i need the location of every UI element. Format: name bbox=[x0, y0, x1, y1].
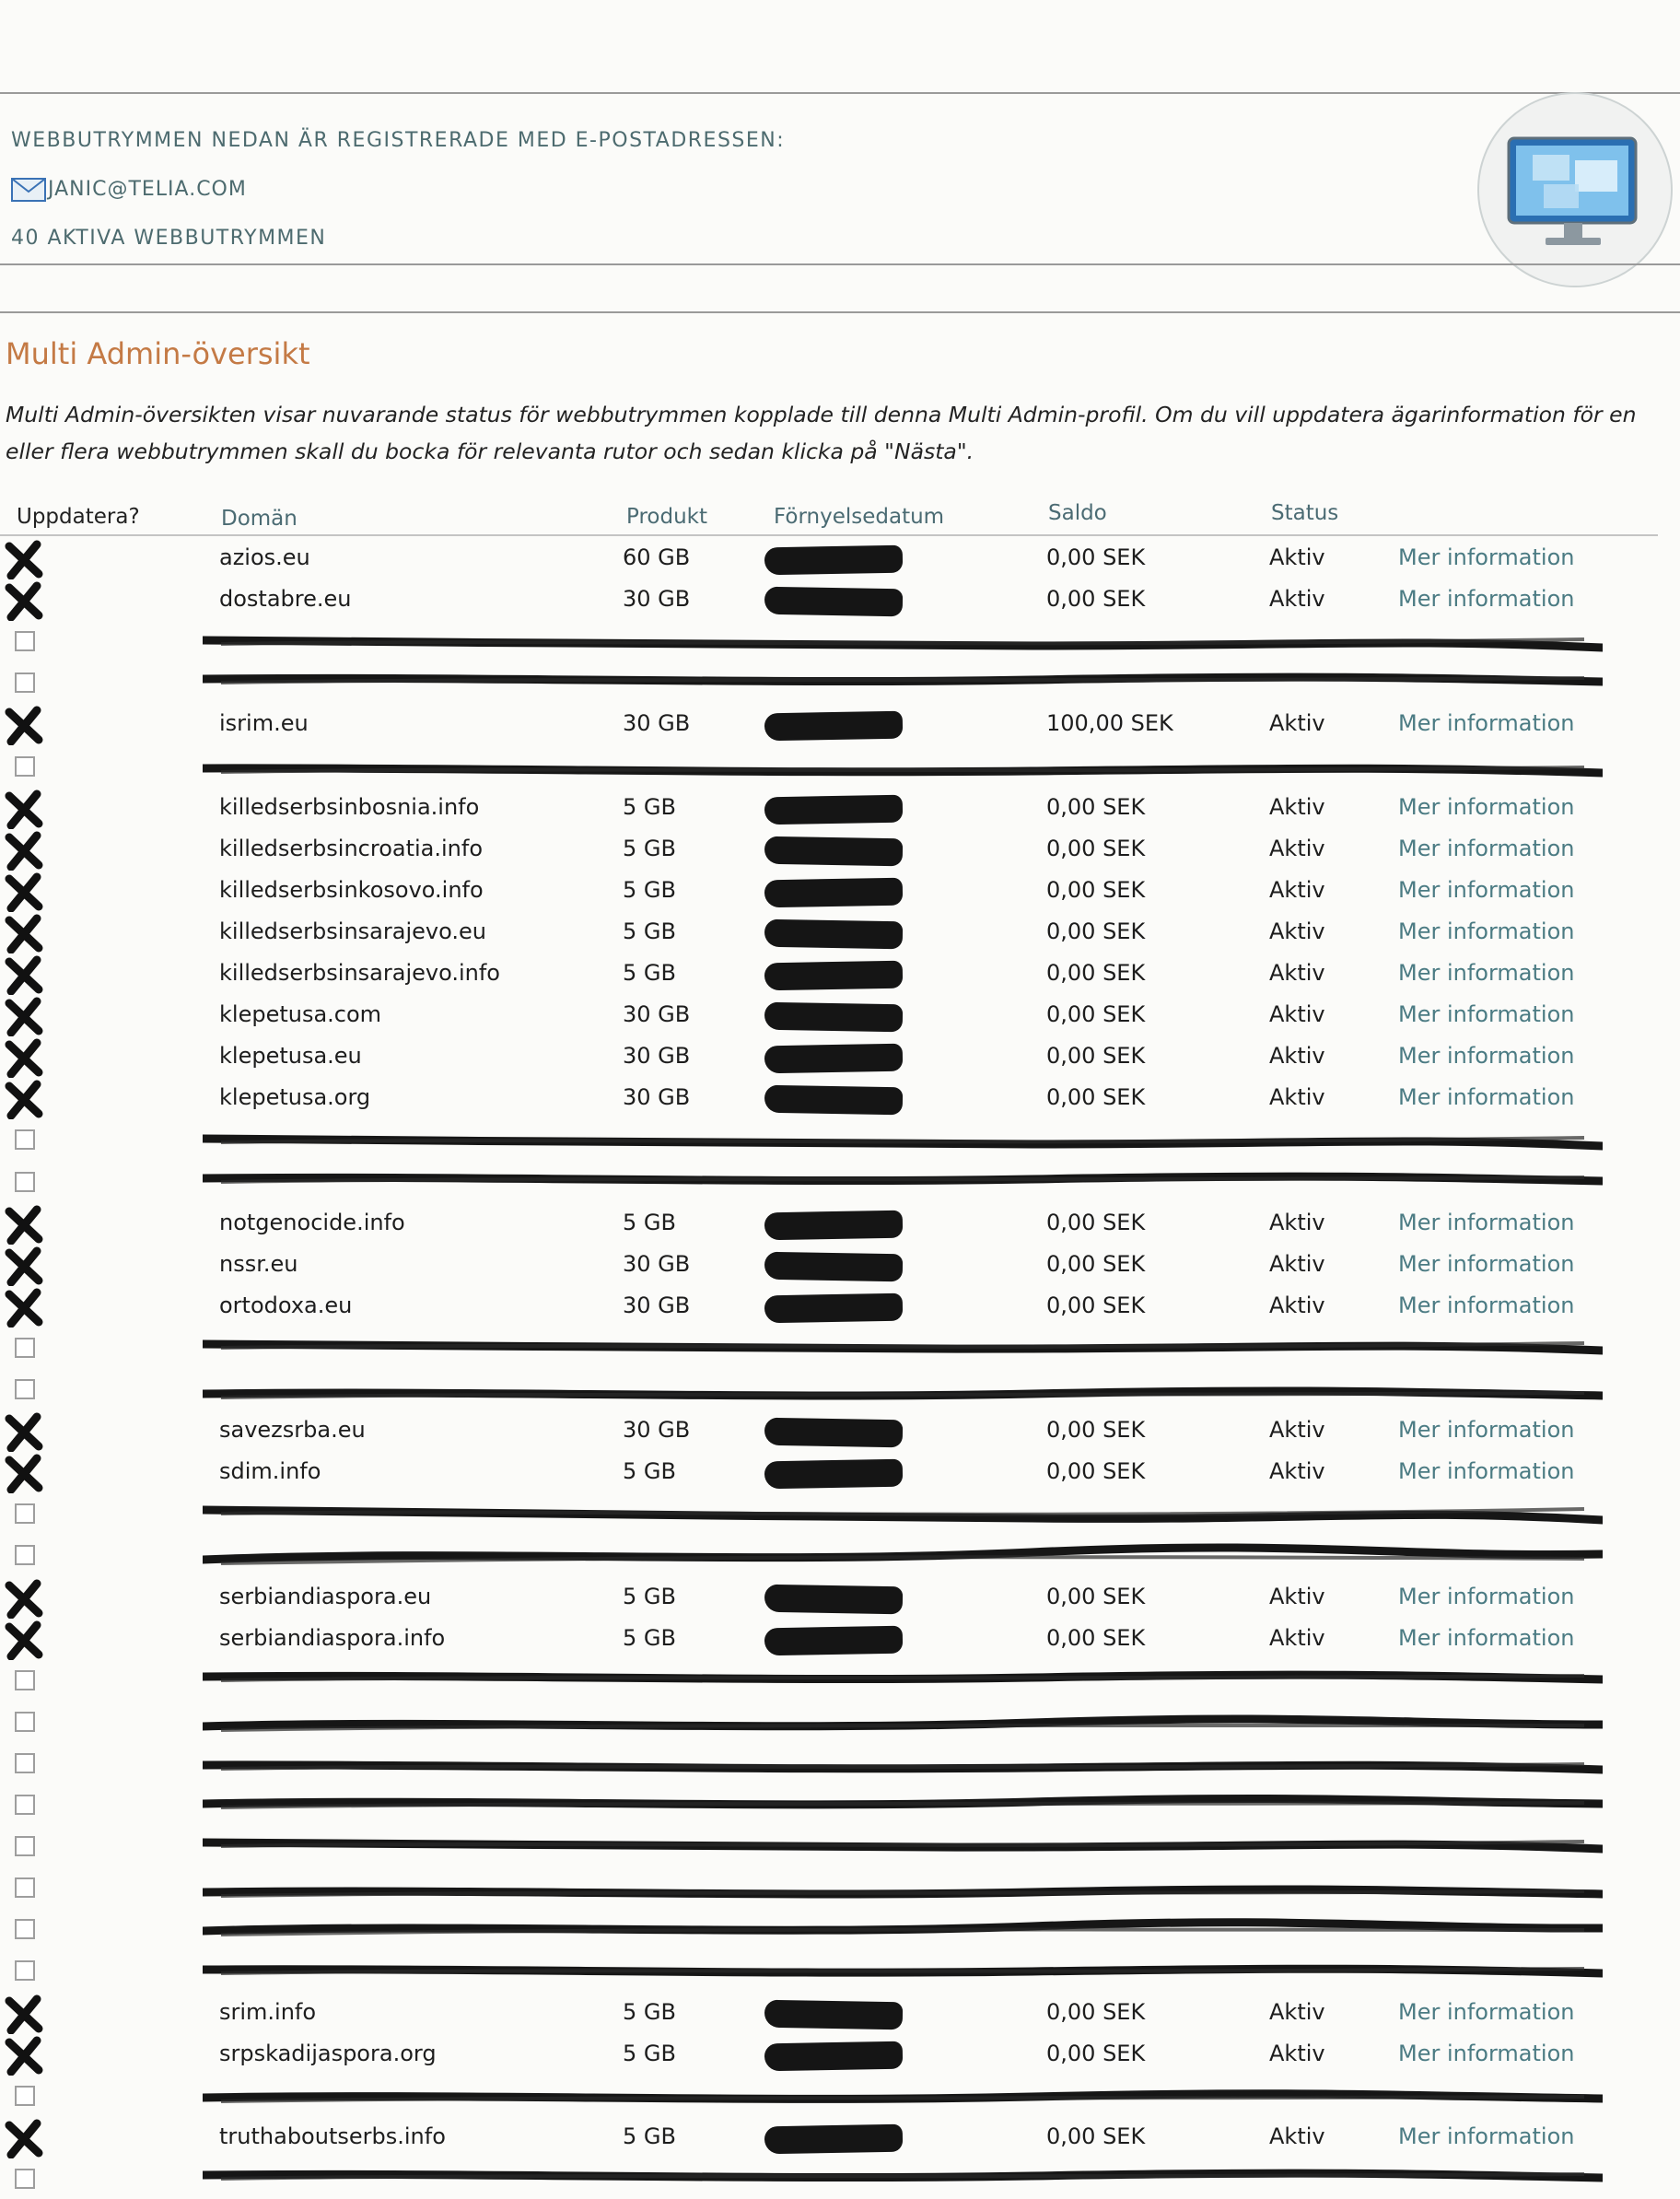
renewal-date-redacted bbox=[764, 1584, 904, 1614]
active-count: 40 AKTIVA WEBBUTRYMMEN bbox=[11, 227, 327, 250]
redaction-scribble bbox=[203, 1166, 1603, 1199]
col-product: Produkt bbox=[626, 505, 708, 529]
domain-name: klepetusa.com bbox=[219, 1001, 382, 1028]
redaction-scribble bbox=[203, 1789, 1603, 1822]
monitor-badge bbox=[1477, 92, 1673, 287]
more-info-link[interactable]: Mer information bbox=[1398, 710, 1575, 737]
update-checkbox[interactable] bbox=[15, 631, 35, 651]
update-checkbox[interactable] bbox=[15, 1712, 35, 1732]
update-checkbox-marked[interactable] bbox=[4, 913, 44, 953]
status-value: Aktiv bbox=[1269, 1458, 1325, 1485]
domain-name: isrim.eu bbox=[219, 710, 309, 737]
redaction-scribble bbox=[203, 1955, 1603, 1988]
update-checkbox[interactable] bbox=[15, 1836, 35, 1856]
table-row bbox=[0, 1492, 1680, 1534]
more-info-link[interactable]: Mer information bbox=[1398, 1998, 1575, 2025]
status-value: Aktiv bbox=[1269, 960, 1325, 986]
more-info-link[interactable]: Mer information bbox=[1398, 1043, 1575, 1070]
status-value: Aktiv bbox=[1269, 835, 1325, 861]
update-checkbox[interactable] bbox=[15, 2169, 35, 2189]
col-domain: Domän bbox=[221, 507, 298, 531]
redaction-scribble bbox=[203, 2163, 1603, 2196]
product-size: 5 GB bbox=[623, 1583, 676, 1609]
table-row bbox=[0, 1825, 1680, 1866]
more-info-link[interactable]: Mer information bbox=[1398, 793, 1575, 820]
page-title: Multi Admin-översikt bbox=[6, 336, 310, 371]
table-row bbox=[0, 1327, 1680, 1368]
balance-value: 0,00 SEK bbox=[1046, 1583, 1146, 1609]
update-checkbox[interactable] bbox=[15, 1338, 35, 1358]
table-row bbox=[0, 620, 1680, 661]
table-row bbox=[0, 661, 1680, 703]
table-row bbox=[0, 2033, 1680, 2075]
top-rule bbox=[0, 92, 1680, 94]
table-row bbox=[0, 1784, 1680, 1825]
table-row bbox=[0, 1659, 1680, 1701]
table-row bbox=[0, 1368, 1680, 1409]
update-checkbox[interactable] bbox=[15, 2086, 35, 2106]
balance-value: 0,00 SEK bbox=[1046, 1624, 1146, 1651]
status-value: Aktiv bbox=[1269, 1292, 1325, 1318]
table-row bbox=[0, 1244, 1680, 1285]
table-row bbox=[0, 2075, 1680, 2116]
redaction-scribble bbox=[203, 1665, 1603, 1698]
product-size: 30 GB bbox=[623, 1001, 691, 1028]
status-value: Aktiv bbox=[1269, 1583, 1325, 1609]
table-row bbox=[0, 1701, 1680, 1742]
more-info-link[interactable]: Mer information bbox=[1398, 2040, 1575, 2066]
domain-name: savezsrba.eu bbox=[219, 1417, 366, 1444]
update-checkbox-marked[interactable] bbox=[4, 1994, 44, 2034]
domain-name: nssr.eu bbox=[219, 1250, 298, 1277]
section-top-rule bbox=[0, 311, 1680, 313]
status-value: Aktiv bbox=[1269, 544, 1325, 570]
table-row bbox=[0, 1285, 1680, 1327]
table-row bbox=[0, 994, 1680, 1035]
status-value: Aktiv bbox=[1269, 876, 1325, 903]
more-info-link[interactable]: Mer information bbox=[1398, 586, 1575, 613]
table-row bbox=[0, 1534, 1680, 1575]
more-info-link[interactable]: Mer information bbox=[1398, 1250, 1575, 1277]
balance-value: 0,00 SEK bbox=[1046, 1458, 1146, 1485]
status-value: Aktiv bbox=[1269, 1998, 1325, 2025]
product-size: 5 GB bbox=[623, 1209, 676, 1235]
domain-name: killedserbsinsarajevo.info bbox=[219, 960, 500, 986]
redaction-scribble bbox=[203, 667, 1603, 700]
table-row bbox=[0, 787, 1680, 828]
renewal-date-redacted bbox=[764, 1999, 904, 2029]
status-value: Aktiv bbox=[1269, 1250, 1325, 1277]
redaction-scribble bbox=[203, 1374, 1603, 1407]
status-value: Aktiv bbox=[1269, 1001, 1325, 1028]
more-info-link[interactable]: Mer information bbox=[1398, 1209, 1575, 1235]
more-info-link[interactable]: Mer information bbox=[1398, 2123, 1575, 2149]
renewal-date-redacted bbox=[764, 1002, 904, 1033]
table-row bbox=[0, 1742, 1680, 1784]
update-checkbox-marked[interactable] bbox=[4, 2035, 44, 2076]
balance-value: 0,00 SEK bbox=[1046, 1001, 1146, 1028]
domain-name: srim.info bbox=[219, 1998, 317, 2025]
balance-value: 0,00 SEK bbox=[1046, 1998, 1146, 2025]
balance-value: 0,00 SEK bbox=[1046, 1292, 1146, 1318]
redaction-scribble bbox=[203, 1913, 1603, 1947]
product-size: 5 GB bbox=[623, 960, 676, 986]
renewal-date-redacted bbox=[764, 545, 904, 576]
col-balance: Saldo bbox=[1048, 501, 1107, 525]
balance-value: 0,00 SEK bbox=[1046, 876, 1146, 903]
domain-name: sdim.info bbox=[219, 1458, 321, 1485]
update-checkbox-marked[interactable] bbox=[4, 1578, 44, 1619]
update-checkbox-marked[interactable] bbox=[4, 2118, 44, 2158]
domain-name: killedserbsinsarajevo.eu bbox=[219, 918, 486, 944]
more-info-link[interactable]: Mer information bbox=[1398, 1084, 1575, 1111]
redaction-scribble bbox=[203, 2080, 1603, 2113]
table-row bbox=[0, 1866, 1680, 1908]
domain-name: dostabre.eu bbox=[219, 586, 352, 613]
balance-value: 0,00 SEK bbox=[1046, 1250, 1146, 1277]
update-checkbox-marked[interactable] bbox=[4, 1037, 44, 1078]
domain-name: killedserbsinbosnia.info bbox=[219, 793, 480, 820]
status-value: Aktiv bbox=[1269, 1624, 1325, 1651]
renewal-date-redacted bbox=[764, 1085, 904, 1116]
table-row bbox=[0, 1908, 1680, 1949]
update-checkbox-marked[interactable] bbox=[4, 705, 44, 745]
balance-value: 0,00 SEK bbox=[1046, 960, 1146, 986]
table-row bbox=[0, 1618, 1680, 1659]
redaction-scribble bbox=[203, 1498, 1603, 1531]
redaction-scribble bbox=[203, 1539, 1603, 1573]
table-header-rule bbox=[0, 534, 1658, 536]
renewal-date-redacted bbox=[764, 1418, 904, 1448]
balance-value: 0,00 SEK bbox=[1046, 2040, 1146, 2066]
product-size: 5 GB bbox=[623, 835, 676, 861]
table-row bbox=[0, 1949, 1680, 1991]
renewal-date-redacted bbox=[764, 836, 904, 866]
renewal-date-redacted bbox=[764, 587, 904, 617]
product-size: 30 GB bbox=[623, 1292, 691, 1318]
update-checkbox[interactable] bbox=[15, 1753, 35, 1773]
more-info-link[interactable]: Mer information bbox=[1398, 1624, 1575, 1651]
table-row bbox=[0, 1409, 1680, 1451]
product-size: 5 GB bbox=[623, 1624, 676, 1651]
status-value: Aktiv bbox=[1269, 1043, 1325, 1070]
table-row bbox=[0, 1576, 1680, 1618]
redaction-scribble bbox=[203, 1332, 1603, 1365]
renewal-date-redacted bbox=[764, 919, 904, 950]
status-value: Aktiv bbox=[1269, 2040, 1325, 2066]
table-row bbox=[0, 953, 1680, 994]
renewal-date-redacted bbox=[764, 877, 904, 907]
domain-name: ortodoxa.eu bbox=[219, 1292, 353, 1318]
renewal-date-redacted bbox=[764, 1251, 904, 1281]
product-size: 30 GB bbox=[623, 710, 691, 737]
domain-name: srpskadijaspora.org bbox=[219, 2040, 437, 2066]
col-renewal-date: Förnyelsedatum bbox=[774, 505, 945, 529]
more-info-link[interactable]: Mer information bbox=[1398, 876, 1575, 903]
balance-value: 0,00 SEK bbox=[1046, 1417, 1146, 1444]
status-value: Aktiv bbox=[1269, 710, 1325, 737]
update-checkbox-marked[interactable] bbox=[4, 789, 44, 829]
table-row bbox=[0, 745, 1680, 787]
update-checkbox[interactable] bbox=[15, 1545, 35, 1565]
table-row bbox=[0, 2116, 1680, 2158]
domain-name: notgenocide.info bbox=[219, 1209, 405, 1235]
header-bottom-rule bbox=[0, 263, 1680, 265]
balance-value: 0,00 SEK bbox=[1046, 918, 1146, 944]
product-size: 5 GB bbox=[623, 1998, 676, 2025]
update-checkbox[interactable] bbox=[15, 1960, 35, 1981]
redaction-scribble bbox=[203, 626, 1603, 659]
more-info-link[interactable]: Mer information bbox=[1398, 1001, 1575, 1028]
update-checkbox[interactable] bbox=[15, 1795, 35, 1815]
update-checkbox[interactable] bbox=[15, 1129, 35, 1150]
status-value: Aktiv bbox=[1269, 1084, 1325, 1111]
update-checkbox[interactable] bbox=[15, 756, 35, 777]
redaction-scribble bbox=[203, 1124, 1603, 1157]
redaction-scribble bbox=[203, 1831, 1603, 1864]
update-checkbox-marked[interactable] bbox=[4, 1204, 44, 1245]
update-checkbox-marked[interactable] bbox=[4, 954, 44, 995]
product-size: 5 GB bbox=[623, 918, 676, 944]
renewal-date-redacted bbox=[764, 2123, 904, 2154]
balance-value: 0,00 SEK bbox=[1046, 793, 1146, 820]
update-checkbox-marked[interactable] bbox=[4, 1287, 44, 1328]
intro-text: Multi Admin-översikten visar nuvarande status för webbutrymmen kopplade till denna Multi Admin-profil. Om du vill uppdatera ägarinformation för en eller flera webbutrymmen skall du bocka för relevanta rutor och sedan klicka på "Nästa". bbox=[6, 402, 1637, 464]
table-row bbox=[0, 2158, 1680, 2199]
balance-value: 0,00 SEK bbox=[1046, 1084, 1146, 1111]
more-info-link[interactable]: Mer information bbox=[1398, 1292, 1575, 1318]
status-value: Aktiv bbox=[1269, 1209, 1325, 1235]
update-checkbox-marked[interactable] bbox=[4, 1453, 44, 1493]
domain-name: klepetusa.eu bbox=[219, 1043, 362, 1070]
table-row bbox=[0, 828, 1680, 870]
redaction-scribble bbox=[203, 1706, 1603, 1739]
account-email[interactable]: JANIC@TELIA.COM bbox=[48, 178, 247, 201]
domain-name: killedserbsincroatia.info bbox=[219, 835, 484, 861]
product-size: 30 GB bbox=[623, 1250, 691, 1277]
table-row bbox=[0, 911, 1680, 953]
balance-value: 0,00 SEK bbox=[1046, 835, 1146, 861]
update-checkbox-marked[interactable] bbox=[4, 580, 44, 621]
product-size: 30 GB bbox=[623, 1417, 691, 1444]
domain-name: killedserbsinkosovo.info bbox=[219, 876, 484, 903]
balance-value: 0,00 SEK bbox=[1046, 544, 1146, 570]
table-row bbox=[0, 1161, 1680, 1202]
update-checkbox-marked[interactable] bbox=[4, 1620, 44, 1660]
table-row bbox=[0, 1035, 1680, 1077]
product-size: 60 GB bbox=[623, 544, 691, 570]
product-size: 5 GB bbox=[623, 2123, 676, 2149]
balance-value: 100,00 SEK bbox=[1046, 710, 1173, 737]
status-value: Aktiv bbox=[1269, 1417, 1325, 1444]
renewal-date-redacted bbox=[764, 1625, 904, 1655]
renewal-date-redacted bbox=[764, 2041, 904, 2071]
more-info-link[interactable]: Mer information bbox=[1398, 835, 1575, 861]
more-info-link[interactable]: Mer information bbox=[1398, 1417, 1575, 1444]
product-size: 5 GB bbox=[623, 793, 676, 820]
table-row bbox=[0, 703, 1680, 744]
update-checkbox[interactable] bbox=[15, 673, 35, 693]
registered-email-heading: WEBBUTRYMMEN NEDAN ÄR REGISTRERADE MED E-POSTADRESSEN: bbox=[11, 129, 786, 152]
envelope-icon bbox=[11, 178, 46, 202]
product-size: 5 GB bbox=[623, 876, 676, 903]
table-row bbox=[0, 870, 1680, 911]
product-size: 30 GB bbox=[623, 1043, 691, 1070]
product-size: 30 GB bbox=[623, 1084, 691, 1111]
status-value: Aktiv bbox=[1269, 793, 1325, 820]
status-value: Aktiv bbox=[1269, 918, 1325, 944]
table-row bbox=[0, 579, 1680, 620]
redaction-scribble bbox=[203, 751, 1603, 784]
balance-value: 0,00 SEK bbox=[1046, 586, 1146, 613]
update-checkbox[interactable] bbox=[15, 1172, 35, 1192]
table-row bbox=[0, 1992, 1680, 2033]
renewal-date-redacted bbox=[764, 794, 904, 825]
update-checkbox[interactable] bbox=[15, 1670, 35, 1690]
update-checkbox-marked[interactable] bbox=[4, 996, 44, 1036]
more-info-link[interactable]: Mer information bbox=[1398, 1458, 1575, 1485]
update-checkbox-marked[interactable] bbox=[4, 830, 44, 871]
update-checkbox-marked[interactable] bbox=[4, 871, 44, 912]
balance-value: 0,00 SEK bbox=[1046, 1209, 1146, 1235]
table-row bbox=[0, 1202, 1680, 1244]
table-row bbox=[0, 1451, 1680, 1492]
more-info-link[interactable]: Mer information bbox=[1398, 1583, 1575, 1609]
renewal-date-redacted bbox=[764, 1459, 904, 1490]
domain-name: klepetusa.org bbox=[219, 1084, 371, 1111]
more-info-link[interactable]: Mer information bbox=[1398, 544, 1575, 570]
renewal-date-redacted bbox=[764, 1210, 904, 1240]
status-value: Aktiv bbox=[1269, 586, 1325, 613]
table-row bbox=[0, 1118, 1680, 1160]
update-checkbox-marked[interactable] bbox=[4, 539, 44, 579]
update-checkbox[interactable] bbox=[15, 1877, 35, 1898]
renewal-date-redacted bbox=[764, 961, 904, 991]
update-checkbox-marked[interactable] bbox=[4, 1411, 44, 1452]
update-checkbox[interactable] bbox=[15, 1919, 35, 1939]
domain-name: azios.eu bbox=[219, 544, 310, 570]
renewal-date-redacted bbox=[764, 1292, 904, 1323]
monitor-icon bbox=[1477, 92, 1669, 284]
product-size: 5 GB bbox=[623, 1458, 676, 1485]
domain-name: serbiandiaspora.eu bbox=[219, 1583, 432, 1609]
update-checkbox[interactable] bbox=[15, 1503, 35, 1524]
status-value: Aktiv bbox=[1269, 2123, 1325, 2149]
more-info-link[interactable]: Mer information bbox=[1398, 960, 1575, 986]
renewal-date-redacted bbox=[764, 711, 904, 742]
update-checkbox-marked[interactable] bbox=[4, 1079, 44, 1119]
table-row bbox=[0, 537, 1680, 579]
redaction-scribble bbox=[203, 1748, 1603, 1781]
col-status: Status bbox=[1271, 501, 1339, 525]
redaction-scribble bbox=[203, 1872, 1603, 1905]
col-update: Uppdatera? bbox=[17, 505, 140, 529]
renewal-date-redacted bbox=[764, 1044, 904, 1074]
update-checkbox[interactable] bbox=[15, 1379, 35, 1399]
domain-name: serbiandiaspora.info bbox=[219, 1624, 446, 1651]
domain-name: truthaboutserbs.info bbox=[219, 2123, 446, 2149]
more-info-link[interactable]: Mer information bbox=[1398, 918, 1575, 944]
product-size: 30 GB bbox=[623, 586, 691, 613]
update-checkbox-marked[interactable] bbox=[4, 1246, 44, 1286]
balance-value: 0,00 SEK bbox=[1046, 2123, 1146, 2149]
table-row bbox=[0, 1077, 1680, 1118]
product-size: 5 GB bbox=[623, 2040, 676, 2066]
balance-value: 0,00 SEK bbox=[1046, 1043, 1146, 1070]
